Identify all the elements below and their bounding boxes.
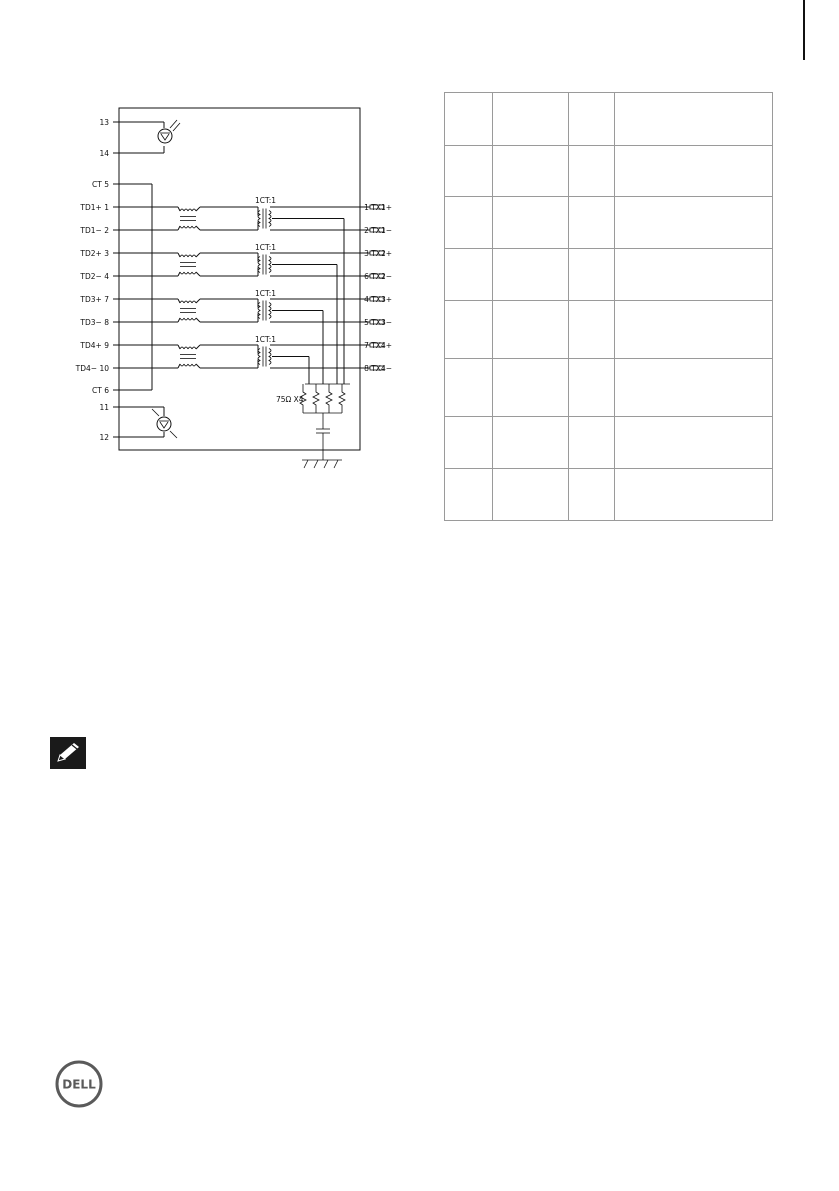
choke-coil bbox=[180, 209, 184, 211]
table-cell bbox=[569, 417, 615, 469]
table-cell bbox=[445, 469, 493, 521]
right-pin-1: 1 TX1+ bbox=[364, 203, 392, 212]
choke-coil bbox=[184, 255, 188, 257]
svg-text:DELL: DELL bbox=[62, 1077, 96, 1092]
wire bbox=[196, 364, 200, 368]
transformer-label-4: 1CT:1 bbox=[255, 335, 277, 344]
pencil-note-icon bbox=[50, 737, 86, 769]
table-cell bbox=[445, 146, 493, 197]
pin-label-td3n: TD3− 8 bbox=[80, 318, 109, 327]
table-cell bbox=[615, 301, 773, 359]
pin-label-12: 12 bbox=[99, 433, 109, 442]
choke-coil bbox=[180, 347, 184, 349]
choke-coil bbox=[184, 209, 188, 211]
pin-assignment-table bbox=[444, 92, 773, 521]
wire bbox=[178, 207, 180, 211]
transformer-winding bbox=[269, 303, 271, 319]
pin-label-td1n: TD1− 2 bbox=[80, 226, 109, 235]
choke-coil bbox=[192, 318, 196, 320]
wire bbox=[196, 226, 200, 230]
choke-coil bbox=[188, 226, 192, 228]
table-cell bbox=[569, 197, 615, 249]
choke-coil bbox=[192, 255, 196, 257]
table-cell bbox=[493, 146, 569, 197]
choke-coil bbox=[192, 347, 196, 349]
pin-label-ct5: CT 5 bbox=[92, 180, 109, 189]
wire bbox=[178, 253, 180, 257]
wire bbox=[178, 345, 180, 349]
transformer-winding bbox=[269, 211, 271, 227]
pin-label-11: 11 bbox=[99, 403, 109, 412]
wire bbox=[196, 299, 200, 303]
pin-label-td2n: TD2− 4 bbox=[80, 272, 109, 281]
choke-coil bbox=[192, 226, 196, 228]
table-cell bbox=[615, 146, 773, 197]
table-cell bbox=[445, 197, 493, 249]
pin-label-14: 14 bbox=[99, 149, 109, 158]
choke-coil bbox=[184, 226, 188, 228]
choke-coil bbox=[188, 347, 192, 349]
table-cell bbox=[615, 93, 773, 146]
choke-coil bbox=[188, 209, 192, 211]
wire bbox=[178, 364, 180, 368]
table-cell bbox=[569, 249, 615, 301]
table-cell bbox=[569, 359, 615, 417]
wire bbox=[196, 253, 200, 257]
dell-logo bbox=[55, 1060, 103, 1108]
choke-coil bbox=[180, 255, 184, 257]
right-pin-7: 7 TX4+ bbox=[364, 341, 392, 350]
transformer-winding bbox=[258, 257, 260, 273]
transformer-label-3: 1CT:1 bbox=[255, 289, 277, 298]
choke-coil bbox=[188, 364, 192, 366]
page-edge-marker bbox=[803, 0, 805, 60]
pin-label-ct6: CT 6 bbox=[92, 386, 109, 395]
choke-coil bbox=[184, 318, 188, 320]
table-cell bbox=[445, 301, 493, 359]
choke-coil bbox=[180, 318, 184, 320]
pin-label-13: 13 bbox=[99, 118, 109, 127]
table-cell bbox=[615, 417, 773, 469]
wire bbox=[196, 272, 200, 276]
table-row bbox=[445, 469, 773, 521]
table-row bbox=[445, 359, 773, 417]
table-row bbox=[445, 301, 773, 359]
right-pin-3: 3 TX2+ bbox=[364, 249, 392, 258]
table-cell bbox=[615, 359, 773, 417]
choke-coil bbox=[184, 364, 188, 366]
wire bbox=[196, 318, 200, 322]
choke-coil bbox=[188, 272, 192, 274]
right-pin-5: 5 TX3− bbox=[364, 318, 392, 327]
wire bbox=[196, 345, 200, 349]
transformer-winding bbox=[258, 211, 260, 227]
resistor-label: 75Ω X4 bbox=[276, 395, 304, 404]
table-cell bbox=[445, 359, 493, 417]
table-row bbox=[445, 417, 773, 469]
table-cell bbox=[615, 249, 773, 301]
choke-coil bbox=[180, 301, 184, 303]
choke-coil bbox=[180, 272, 184, 274]
choke-coil bbox=[184, 301, 188, 303]
right-pin-8: 8 TX4− bbox=[364, 364, 392, 373]
choke-coil bbox=[188, 301, 192, 303]
transformer-channels bbox=[113, 205, 384, 384]
pin-label-td1p: TD1+ 1 bbox=[80, 203, 109, 212]
pin-label-td4p: TD4+ 9 bbox=[80, 341, 109, 350]
table-row bbox=[445, 146, 773, 197]
transformer-label-2: 1CT:1 bbox=[255, 243, 277, 252]
table-cell bbox=[493, 417, 569, 469]
table-cell bbox=[569, 93, 615, 146]
table-row bbox=[445, 197, 773, 249]
choke-coil bbox=[192, 209, 196, 211]
rj45-magnetics-schematic bbox=[75, 100, 392, 475]
table-cell bbox=[493, 301, 569, 359]
table-cell bbox=[493, 197, 569, 249]
table-cell bbox=[493, 359, 569, 417]
table-row bbox=[445, 93, 773, 146]
table-cell bbox=[569, 469, 615, 521]
choke-coil bbox=[188, 318, 192, 320]
transformer-winding bbox=[269, 257, 271, 273]
pin-label-td4n: TD4− 10 bbox=[75, 364, 109, 373]
pin-label-td2p: TD2+ 3 bbox=[80, 249, 109, 258]
wire bbox=[178, 226, 180, 230]
table-cell bbox=[445, 417, 493, 469]
wire bbox=[178, 318, 180, 322]
pin-label-td3p: TD3+ 7 bbox=[80, 295, 109, 304]
table-cell bbox=[615, 469, 773, 521]
choke-coil bbox=[192, 301, 196, 303]
choke-coil bbox=[192, 364, 196, 366]
right-pin-4: 4 TX3+ bbox=[364, 295, 392, 304]
table-row bbox=[445, 249, 773, 301]
choke-coil bbox=[192, 272, 196, 274]
table-cell bbox=[569, 146, 615, 197]
right-pin-2: 2 TX1− bbox=[364, 226, 392, 235]
transformer-winding bbox=[258, 349, 260, 365]
table-cell bbox=[493, 93, 569, 146]
transformer-winding bbox=[269, 349, 271, 365]
table-cell bbox=[615, 197, 773, 249]
choke-coil bbox=[180, 364, 184, 366]
right-pin-6: 6 TX2− bbox=[364, 272, 392, 281]
wire bbox=[178, 299, 180, 303]
wire bbox=[196, 207, 200, 211]
led-top bbox=[158, 120, 180, 143]
table-cell bbox=[493, 469, 569, 521]
choke-coil bbox=[180, 226, 184, 228]
choke-coil bbox=[188, 255, 192, 257]
choke-coil bbox=[184, 272, 188, 274]
schematic-outline bbox=[119, 108, 360, 450]
table-cell bbox=[445, 93, 493, 146]
wire bbox=[178, 272, 180, 276]
transformer-winding bbox=[258, 303, 260, 319]
table-cell bbox=[445, 249, 493, 301]
table-cell bbox=[493, 249, 569, 301]
resistor-network bbox=[300, 384, 350, 468]
choke-coil bbox=[184, 347, 188, 349]
table-cell bbox=[569, 301, 615, 359]
transformer-label-1: 1CT:1 bbox=[255, 196, 277, 205]
